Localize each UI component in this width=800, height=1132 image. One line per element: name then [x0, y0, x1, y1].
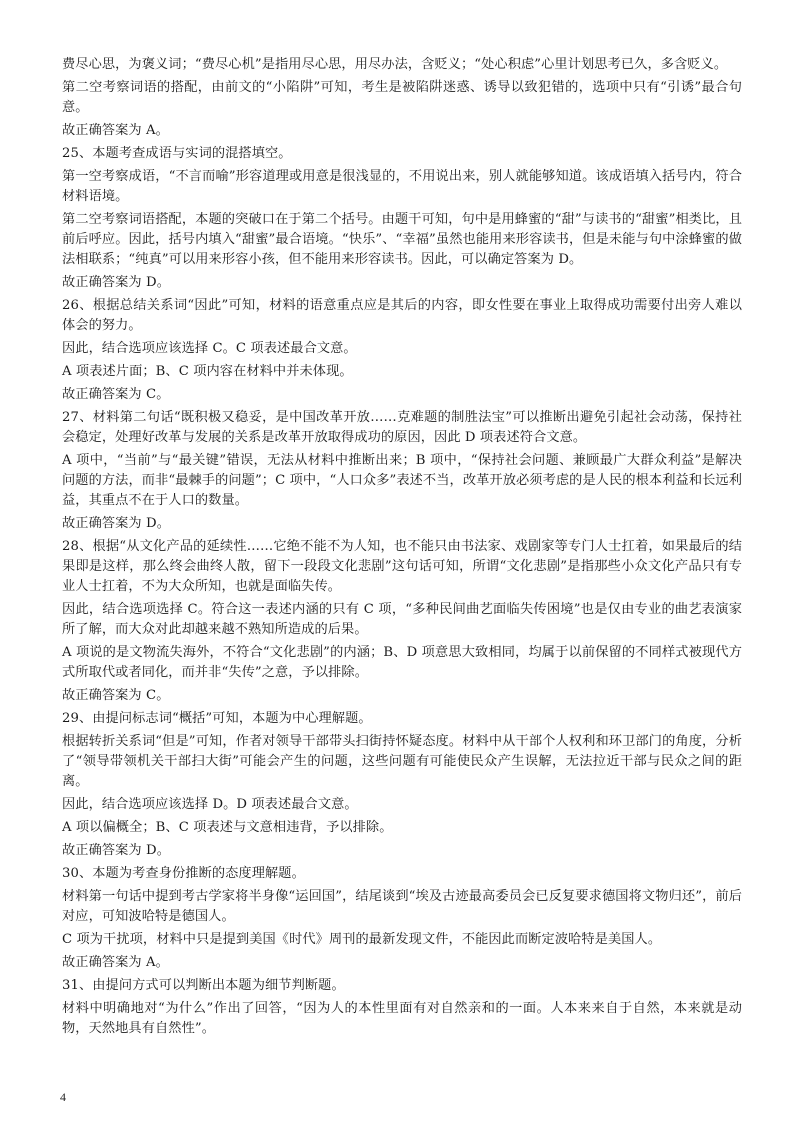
paragraph: 28、根据“从文化产品的延续性……它绝不能不为人知，也不能只由书法家、戏剧家等专门人士扛着，如果最后的结果即是这样，那么终会曲终人散，留下一段段文化悲剧”这句话可知，所谓“文化悲剧”是指那些小众文化产品只有专业人士扛着，不为大众所知，也就是面临失传。 — [62, 539, 742, 594]
paragraph: 材料第一句话中提到考古学家将半身像“运回国”，结尾谈到“埃及古迹最高委员会已反复要求德国将文物归还”，前后对应，可知波哈特是德国人。 — [62, 889, 742, 924]
paragraph: A 项中，“当前”与“最关键”错误，无法从材料中推断出来；B 项中，“保持社会问题、兼顾最广大群众利益”是解决问题的方法，而非“最棘手的问题”；C 项中，“人口众多”表述不当，改革开放必须考虑的是人民的根本利益和长远利益，其重点不在于人口的数量。 — [62, 453, 742, 508]
paragraph: 故正确答案为 A。 — [62, 123, 169, 138]
paragraph: 费尽心思，为褒义词；“费尽心机”是指用尽心思，用尽办法，含贬义；“处心积虑”心里计划思考已久，多含贬义。 — [62, 57, 728, 72]
paragraph: A 项表述片面；B、C 项内容在材料中并未体现。 — [62, 364, 353, 379]
paragraph: 25、本题考查成语与实词的混搭填空。 — [62, 146, 292, 161]
paragraph: 因此，结合选项应该选择 C。C 项表述最合文意。 — [62, 341, 357, 356]
paragraph: A 项说的是文物流失海外，不符合“文化悲剧”的内涵；B、D 项意思大致相同，均属于以前保留的不同样式被现代方式所取代或者同化，而并非“失传”之意，予以排除。 — [62, 645, 742, 680]
paragraph: A 项以偏概全；B、C 项表述与文意相违背，予以排除。 — [62, 820, 393, 835]
paragraph: 故正确答案为 C。 — [62, 387, 170, 402]
paragraph: 31、由提问方式可以判断出本题为细节判断题。 — [62, 978, 345, 993]
paragraph: 第二空考察词语搭配，本题的突破口在于第二个括号。由题干可知，句中是用蜂蜜的“甜”与读书的“甜蜜”相类比，且前后呼应。因此，括号内填入“甜蜜”最合语境。“快乐”、“幸福”虽然也能用来形容读书，但是未能与句中涂蜂蜜的做法相联系；“纯真”可以用来形容小孩，但不能用来形容读书。因此，可以确定答案为 D。 — [62, 212, 742, 267]
page-number: 4 — [60, 1090, 66, 1104]
paragraph: C 项为干扰项，材料中只是提到美国《时代》周刊的最新发现文件，不能因此而断定波哈特是美国人。 — [62, 932, 662, 947]
paragraph: 因此，结合选项选择 C。符合这一表述内涵的只有 C 项，“多种民间曲艺面临失传困境”也是仅由专业的曲艺表演家所了解，而大众对此却越来越不熟知所造成的后果。 — [62, 602, 742, 637]
paragraph: 因此，结合选项应该选择 D。D 项表述最合文意。 — [62, 797, 358, 812]
paragraph: 29、由提问标志词“概括”可知，本题为中心理解题。 — [62, 711, 372, 726]
paragraph: 第二空考察词语的搭配，由前文的“小陷阱”可知，考生是被陷阱迷惑、诱导以致犯错的，选项中只有“引诱”最合句意。 — [62, 80, 742, 115]
paragraph: 材料中明确地对“为什么”作出了回答，“因为人的本性里面有对自然亲和的一面。人本来来自于自然，本来就是动物，天然地具有自然性”。 — [62, 1001, 742, 1036]
paragraph: 第一空考察成语，“不言而喻”形容道理或用意是很浅显的，不用说出来，别人就能够知道。该成语填入括号内，符合材料语境。 — [62, 169, 742, 204]
paragraph: 27、材料第二句话“既积极又稳妥，是中国改革开放……克难题的制胜法宝”可以推断出避免引起社会动荡，保持社会稳定，处理好改革与发展的关系是改革开放取得成功的原因，因此 D 项表述符合文意。 — [62, 410, 742, 445]
document-body — [62, 55, 742, 1042]
paragraph: 故正确答案为 D。 — [62, 275, 170, 290]
paragraph: 故正确答案为 A。 — [62, 955, 169, 970]
paragraph: 故正确答案为 C。 — [62, 688, 170, 703]
paragraph: 30、本题为考查身份推断的态度理解题。 — [62, 866, 305, 881]
paragraph: 故正确答案为 D。 — [62, 516, 170, 531]
paragraph: 故正确答案为 D。 — [62, 843, 170, 858]
paragraph: 26、根据总结关系词“因此”可知，材料的语意重点应是其后的内容，即女性要在事业上取得成功需要付出旁人难以体会的努力。 — [62, 298, 742, 333]
paragraph: 根据转折关系词“但是”可知，作者对领导干部带头扫街持怀疑态度。材料中从干部个人权利和环卫部门的角度，分析了“领导带领机关干部扫大街”可能会产生的问题，这些问题有可能使民众产生误解，无法拉近干部与民众之间的距离。 — [62, 734, 742, 789]
